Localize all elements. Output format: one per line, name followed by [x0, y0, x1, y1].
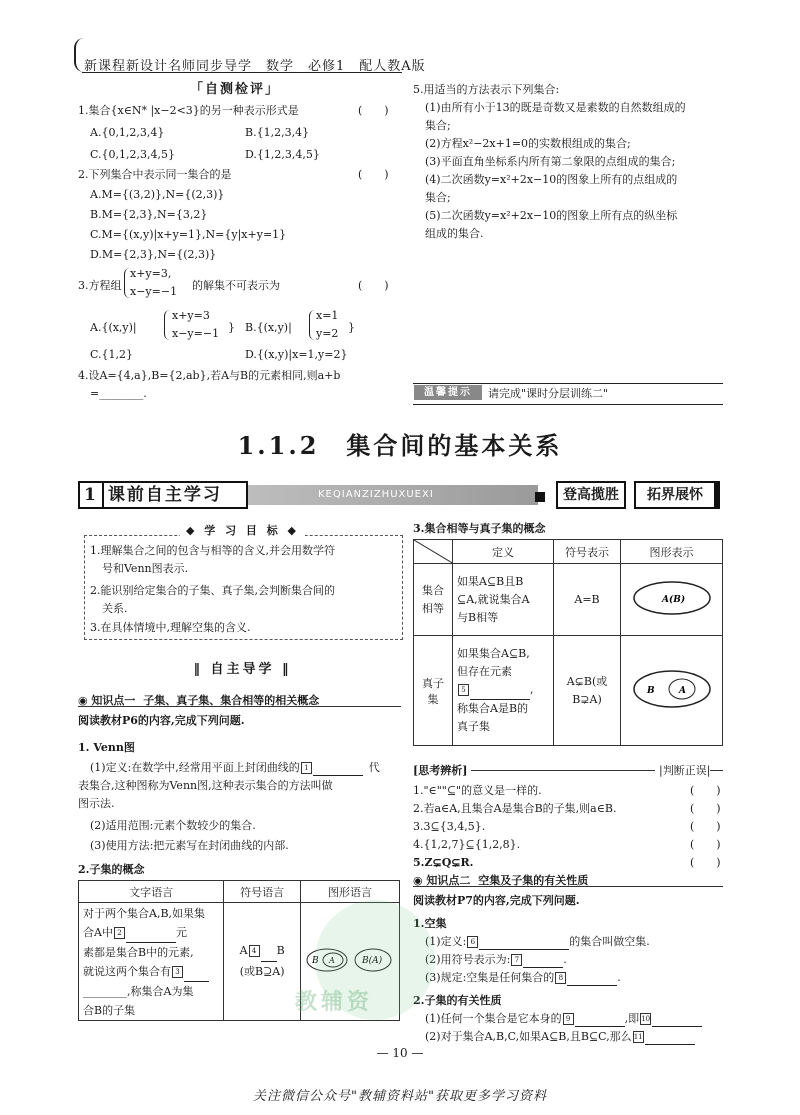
kp2-bar	[413, 872, 723, 887]
eq-row2-name: 真子集	[414, 636, 453, 746]
q3-option-a-2: x−y=−1	[172, 327, 220, 340]
subset-symbol-cell: A 4 B (或B⊇A)	[224, 903, 301, 1021]
q3-a-brace	[164, 310, 171, 340]
think-paren-1: ( )	[690, 784, 721, 797]
q3-option-b-post: }	[348, 321, 355, 334]
banner-pinyin: KEQIANZIZHUXUEXI	[248, 485, 538, 505]
subset-head: 2.子集的概念	[78, 863, 145, 876]
kp2-title: 空集及子集的有关性质	[478, 874, 589, 887]
subset-col-symbol: 符号语言	[224, 881, 301, 903]
banner-right-2: 拓界展怀	[634, 481, 720, 509]
empty-line-1: (1)定义: 6 的集合叫做空集.	[425, 935, 650, 948]
eq-row1-def: 如果A⊆B且B ⊆A,就说集合A 与B相等	[453, 564, 554, 636]
subset-fig2-label: B(A)	[362, 956, 383, 966]
venn-line-2: 表集合,这种图称为Venn图,这种表示集合的方法叫做	[78, 779, 333, 792]
kp2-label: ◉ 知识点二	[413, 874, 471, 887]
eq-table	[413, 539, 723, 746]
banner-right-1: 登高揽胜	[556, 481, 626, 509]
subset-col-figure: 图形语言	[301, 881, 400, 903]
q3-option-d: D.{(x,y)|x=1,y=2}	[245, 348, 348, 361]
watermark-text: 教辅资	[295, 989, 374, 1015]
props-line-1: (1)任何一个集合是它本身的 9 ,即 10	[425, 1011, 702, 1027]
kp1-bar	[78, 692, 401, 707]
venn-line-1: (1)定义:在数学中,经常用平面上封闭曲线的 1 代	[90, 761, 380, 774]
think-paren-5: ( )	[690, 856, 721, 869]
eq-col-def: 定义	[453, 540, 554, 564]
page-header: 新课程新设计名师同步导学 数学 必修1 配人教A版	[84, 59, 426, 74]
q3-option-b-pre: B.{(x,y)|	[245, 321, 292, 334]
q5-line-4: (3)平面直角坐标系内所有第二象限的点组成的集合;	[425, 155, 676, 168]
think-item-2: 2.若a∈A,且集合A是集合B的子集,则a∈B.	[413, 802, 617, 815]
q3-option-b-2: y=2	[316, 327, 339, 340]
q5-line-5: (4)二次函数y=x²+2x−10的图象上所有的点组成的	[425, 173, 678, 186]
q3-stem-pre: 3.方程组	[78, 279, 122, 292]
q3-option-b-1: x=1	[316, 309, 339, 322]
eq-row1-name: 集合 相等	[414, 564, 453, 636]
eq-row2-fig	[621, 636, 723, 746]
q5-stem: 5.用适当的方法表示下列集合:	[413, 83, 560, 96]
proper-fig-inner-label: A	[678, 686, 686, 696]
tip-badge: 温馨提示	[414, 385, 482, 400]
q3-option-c: C.{1,2}	[90, 348, 134, 361]
q2-stem: 2.下列集合中表示同一集合的是	[78, 168, 232, 181]
q1-stem: 1.集合{x∈N* |x−2<3}的另一种表示形式是	[78, 104, 299, 117]
q3-b-brace	[309, 310, 316, 340]
venn-line-5: (3)使用方法:把元素写在封闭曲线的内部.	[90, 839, 289, 852]
q2-option-b: B.M={2,3},N={3,2}	[90, 208, 208, 221]
eq-corner	[414, 540, 453, 564]
objective-line-1: 1.理解集合之间的包含与相等的含义,并会用数学符	[90, 544, 335, 557]
q2-option-c: C.M={(x,y)|x+y=1},N={y|x+y=1}	[90, 228, 287, 241]
q1-paren: ( )	[358, 104, 389, 117]
q3-option-a-1: x+y=3	[172, 309, 210, 322]
q3-stem-post: 的解集不可表示为	[192, 279, 280, 292]
q3-sys1: x+y=3,	[130, 267, 172, 280]
subset-fig1-inner-label: A	[329, 956, 335, 965]
eq-row1-fig	[621, 564, 723, 636]
banner-main	[78, 481, 248, 509]
q4-stem: 4.设A={4,a},B={2,ab},若A与B的元素相同,则a+b	[78, 369, 341, 382]
venn-head: 1. Venn图	[78, 741, 135, 754]
objective-line-5: 3.在具体情境中,理解空集的含义.	[90, 621, 251, 634]
q2-option-a: A.M={(3,2)},N={(2,3)}	[90, 188, 225, 201]
eq-row2-sym: A⊊B(或 B⊋A)	[554, 636, 621, 746]
think-item-5: 5.Z⊊Q⊊R.	[413, 856, 474, 869]
banner-square	[535, 492, 545, 502]
think-paren-4: ( )	[690, 838, 721, 851]
subset-fig1-outer-label: B	[312, 956, 319, 966]
venn-line-4: (2)适用范围:元素个数较少的集合.	[90, 819, 256, 832]
q5-line-8: 组成的集合.	[425, 227, 484, 240]
page-number: — 10 —	[376, 1046, 424, 1060]
eq-head: 3.集合相等与真子集的概念	[413, 522, 546, 535]
eq-corner-diagonal	[414, 540, 454, 564]
q3-option-a-pre: A.{(x,y)|	[90, 321, 137, 334]
subset-text-cell: 对于两个集合A,B,如果集 合A中 2 元 素都是集合B中的元素, 就说这两个集合有 3 ________,称集合A为集 合B的子集	[79, 903, 224, 1021]
self-guide-title: ‖ 自主导学 ‖	[193, 662, 292, 677]
q5-line-7: (5)二次函数y=x²+2x−10的图象上所有点的纵坐标	[425, 209, 678, 222]
objective-line-2: 号和Venn图表示.	[102, 562, 189, 575]
q5-line-6: 集合;	[425, 191, 451, 204]
q1-option-b: B.{1,2,3,4}	[245, 126, 310, 139]
think-item-1: 1."∈""⊆"的意义是一样的.	[413, 784, 542, 797]
eq-fig-label: A(B)	[661, 595, 685, 605]
think-item-3: 3.3⊆{3,4,5}.	[413, 820, 486, 833]
read1: 阅读教材P6的内容,完成下列问题.	[78, 714, 245, 727]
q5-line-3: (2)方程x²−2x+1=0的实数根组成的集合;	[425, 137, 631, 150]
proper-fig-outer-label: B	[646, 686, 655, 696]
proper-subset-venn	[627, 664, 717, 714]
banner-main-label: 课前自主学习	[107, 485, 222, 505]
footer-slogan: 关注微信公众号"教辅资料站"获取更多学习资料	[253, 1089, 547, 1104]
q5-line-1: (1)由所有小于13的既是奇数又是素数的自然数组成的	[425, 101, 686, 114]
eq-row2-def: 如果集合A⊆B, 但存在元素 5 , 称集合A是B的 真子集	[453, 636, 554, 746]
venn-line-3: 图示法.	[78, 797, 115, 810]
section-title: 1.1.2 集合间的基本关系	[237, 431, 563, 460]
subset-col-text: 文字语言	[79, 881, 224, 903]
empty-line-3: (3)规定:空集是任何集合的 8 .	[425, 971, 621, 984]
q3-paren: ( )	[358, 279, 389, 292]
empty-head: 1.空集	[413, 917, 447, 930]
think-paren-3: ( )	[690, 820, 721, 833]
kp1-title: 子集、真子集、集合相等的相关概念	[143, 694, 320, 707]
tip-text: 请完成"课时分层训练二"	[488, 387, 609, 400]
eq-col-fig: 图形表示	[621, 540, 723, 564]
q1-option-a: A.{0,1,2,3,4}	[90, 126, 165, 139]
think-paren-2: ( )	[690, 802, 721, 815]
props-line-2: (2)对于集合A,B,C,如果A⊆B,且B⊆C,那么 11	[425, 1029, 695, 1045]
think-right: |判断正误|	[655, 763, 710, 778]
q2-option-d: D.M={2,3},N={(2,3)}	[90, 248, 217, 261]
objectives-title: ◆ 学 习 目 标 ◆	[84, 522, 401, 538]
q3-sys2: x−y=−1	[130, 285, 178, 298]
eq-venn-diagram	[627, 576, 717, 620]
objective-line-3: 2.能识别给定集合的子集、真子集,会判断集合间的	[90, 584, 335, 597]
props-head: 2.子集的有关性质	[413, 994, 502, 1007]
eq-col-sym: 符号表示	[554, 540, 621, 564]
q1-option-c: C.{0,1,2,3,4,5}	[90, 148, 175, 161]
eq-row1-sym: A=B	[554, 564, 621, 636]
think-item-4: 4.{1,2,7}⊆{1,2,8}.	[413, 838, 521, 851]
header-rule	[82, 72, 402, 73]
objective-line-4: 关系.	[102, 602, 128, 615]
q5-line-2: 集合;	[425, 119, 451, 132]
think-label: [思考辨析]	[413, 763, 471, 778]
read2: 阅读教材P7的内容,完成下列问题.	[413, 894, 580, 907]
q4-line2: =________.	[90, 387, 147, 400]
q1-option-d: D.{1,2,3,4,5}	[245, 148, 320, 161]
q3-option-a-post: }	[228, 321, 235, 334]
q2-paren: ( )	[358, 168, 389, 181]
kp1-label: ◉ 知识点一	[78, 694, 136, 707]
self-test-title: 「自测检评」	[190, 82, 281, 97]
empty-line-2: (2)用符号表示为: 7 .	[425, 953, 567, 966]
banner-number: 1	[84, 483, 104, 507]
